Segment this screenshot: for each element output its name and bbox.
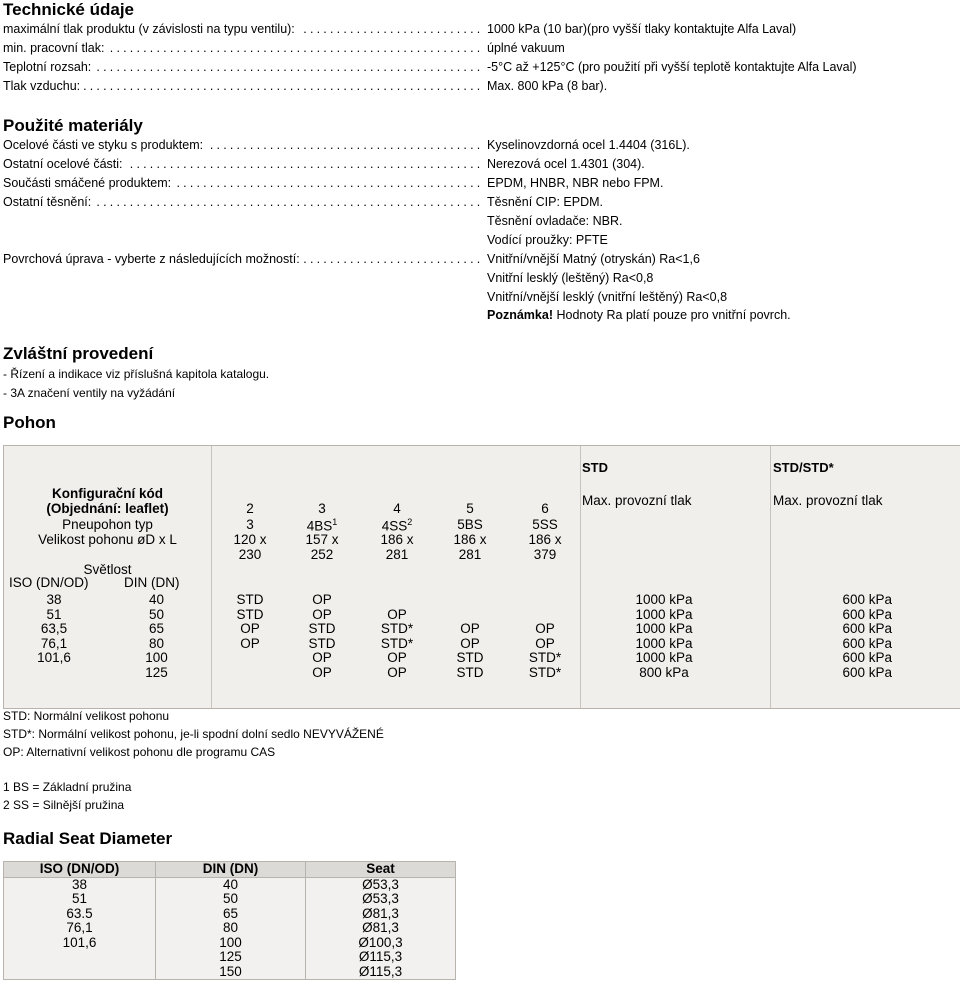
seat-row <box>4 965 456 980</box>
seat-diameter: Ø81,3 <box>306 921 456 936</box>
std-star-max-pressure: Max. provozní tlak <box>773 493 883 508</box>
seat-din: 125 <box>156 950 306 965</box>
materials-label: Povrchová úprava - vyberte z následujících možností: <box>3 252 304 266</box>
spring-ss: 2 SS = Silnější pružina <box>3 798 125 812</box>
actuator-type <box>509 517 581 532</box>
actuator-size: 252 <box>310 547 334 562</box>
seat-din: 50 <box>156 892 306 907</box>
legend-std: STD: Normální velikost pohonu <box>3 709 170 723</box>
seat-iso: 63.5 <box>4 907 156 922</box>
std-star-pressure: 600 kPa <box>842 664 892 680</box>
actuator-type-text: 5BS <box>457 517 483 532</box>
actuator-size: 379 <box>533 547 557 562</box>
pohon-table <box>3 445 960 709</box>
materials-note <box>487 308 791 322</box>
materials-label: Ostatní ocelové části: <box>3 157 127 171</box>
bore-din: 100 <box>145 650 168 665</box>
actuator-option: STD* <box>528 664 562 680</box>
type-label: Pneupohon typ <box>62 517 153 532</box>
actuator-type-text: 5SS <box>532 517 558 532</box>
spring-bs: 1 BS = Základní pružina <box>3 780 132 794</box>
technical-value: -5°C až +125°C (pro použití při vyšší teplotě kontaktujte Alfa Laval) <box>487 60 857 74</box>
actuator-option: STD <box>236 592 264 607</box>
actuator-size: 186 x <box>380 532 414 547</box>
config-code: 2 <box>246 501 254 516</box>
materials-label: Ocelové části ve styku s produktem: <box>3 138 207 152</box>
actuator-option: STD <box>236 606 264 622</box>
note-text: Hodnoty Ra platí pouze pro vnitřní povrch. <box>553 308 791 322</box>
seat-diameter: Ø53,3 <box>306 877 456 892</box>
seat-row <box>4 892 456 907</box>
std-pressure: 800 kPa <box>639 664 689 680</box>
seat-row <box>4 907 456 922</box>
actuator-size: 157 x <box>305 532 339 547</box>
std-pressure: 1000 kPa <box>635 650 693 665</box>
materials-value: Vnitřní/vnější Matný (otryskán) Ra<1,6 <box>487 252 700 266</box>
bore-din: 80 <box>148 635 165 651</box>
legend-std-star: STD*: Normální velikost pohonu, je-li spodní dolní sedlo NEVYVÁŽENÉ <box>3 727 384 741</box>
materials-label: Součásti smáčené produktem: <box>3 176 175 190</box>
seat-row <box>4 936 456 951</box>
actuator-option: OP <box>535 635 555 651</box>
bore-din: 50 <box>148 606 165 622</box>
actuator-option: OP <box>535 621 555 636</box>
std-star-pressure: 600 kPa <box>842 635 892 651</box>
seat-title: Radial Seat Diameter <box>3 829 173 848</box>
seat-din: 100 <box>156 936 306 951</box>
technical-label: Tlak vzduchu: <box>3 79 84 93</box>
actuator-option: STD <box>308 635 336 651</box>
seat-diameter: Ø115,3 <box>306 965 456 980</box>
actuator-option: STD* <box>528 650 562 665</box>
seat-diameter: Ø53,3 <box>306 892 456 907</box>
seat-iso <box>4 950 156 965</box>
seat-header-seat: Seat <box>306 862 456 878</box>
materials-label: Ostatní těsnění: <box>3 195 95 209</box>
seat-din: 80 <box>156 921 306 936</box>
bore-iso: 51 <box>46 606 62 622</box>
pohon-title: Pohon <box>3 413 56 432</box>
bore-label: Světlost <box>83 562 132 577</box>
actuator-option: STD* <box>380 635 414 651</box>
din-label: DIN (DN) <box>124 575 180 590</box>
actuator-size: 120 x <box>233 532 267 547</box>
actuator-option: STD <box>456 650 484 665</box>
std-pressure: 1000 kPa <box>635 621 693 636</box>
actuator-option: OP <box>460 621 480 636</box>
actuator-type-text: 3 <box>246 517 254 532</box>
actuator-option: OP <box>387 606 407 622</box>
technical-label: min. pracovní tlak: <box>3 41 108 55</box>
seat-row <box>4 921 456 936</box>
special-item-2: - 3A značení ventily na vyžádání <box>3 386 176 400</box>
footnote-marker: 2 <box>407 517 413 527</box>
actuator-option: STD <box>456 664 484 680</box>
actuator-size: 281 <box>385 547 409 562</box>
actuator-option: OP <box>312 664 332 680</box>
seat-din: 150 <box>156 965 306 980</box>
std-star-pressure: 600 kPa <box>842 621 892 636</box>
actuator-option: OP <box>387 664 407 680</box>
special-item-1: - Řízení a indikace viz příslušná kapitola katalogu. <box>3 367 270 381</box>
std-star-pressure: 600 kPa <box>842 650 892 665</box>
config-code: 3 <box>318 501 326 516</box>
materials-value: Těsnění ovladače: NBR. <box>487 214 623 228</box>
seat-din: 65 <box>156 907 306 922</box>
std-header: STD <box>582 460 608 475</box>
bore-iso: 38 <box>46 592 62 607</box>
seat-iso: 51 <box>4 892 156 907</box>
materials-value: Vnitřní lesklý (leštěný) Ra<0,8 <box>487 271 654 285</box>
actuator-size: 281 <box>458 547 482 562</box>
seat-iso: 76,1 <box>4 921 156 936</box>
actuator-type-text: 4SS <box>381 518 408 534</box>
std-star-pressure: 600 kPa <box>842 592 892 607</box>
std-star-pressure: 600 kPa <box>842 606 892 622</box>
seat-table <box>3 861 456 980</box>
order-label: (Objednání: leaflet) <box>46 501 169 516</box>
technical-value: 1000 kPa (10 bar)(pro vyšší tlaky kontaktujte Alfa Laval) <box>487 22 797 36</box>
std-pressure: 1000 kPa <box>635 592 693 607</box>
special-title: Zvláštní provedení <box>3 344 154 363</box>
actuator-size: 186 x <box>528 532 562 547</box>
materials-value: Kyselinovzdorná ocel 1.4404 (316L). <box>487 138 690 152</box>
actuator-type <box>214 517 286 532</box>
seat-row <box>4 950 456 965</box>
actuator-option: OP <box>240 621 260 636</box>
seat-header-din: DIN (DN) <box>156 862 306 878</box>
seat-diameter: Ø115,3 <box>306 950 456 965</box>
materials-value: Těsnění CIP: EPDM. <box>487 195 604 209</box>
materials-value: Vodící proužky: PFTE <box>487 233 608 247</box>
bore-iso: 101,6 <box>37 650 71 665</box>
seat-din: 40 <box>156 877 306 892</box>
actuator-option: OP <box>312 650 332 665</box>
technical-title: Technické údaje <box>3 0 135 19</box>
bore-din: 65 <box>148 621 165 636</box>
actuator-option: OP <box>312 606 332 622</box>
iso-label: ISO (DN/OD) <box>9 575 89 590</box>
actuator-option: STD* <box>380 621 414 636</box>
seat-diameter: Ø100,3 <box>306 936 456 951</box>
seat-diameter: Ø81,3 <box>306 907 456 922</box>
legend-op: OP: Alternativní velikost pohonu dle programu CAS <box>3 745 276 759</box>
std-pressure: 1000 kPa <box>635 635 693 651</box>
footnote-marker: 1 <box>332 517 338 527</box>
actuator-size: 186 x <box>453 532 487 547</box>
config-code: 4 <box>393 501 401 516</box>
size-label: Velikost pohonu øD x L <box>38 532 177 547</box>
technical-value: Max. 800 kPa (8 bar). <box>487 79 608 93</box>
config-label: Konfigurační kód <box>52 486 163 501</box>
technical-label: Teplotní rozsah: <box>3 60 95 74</box>
note-label: Poznámka! <box>487 308 553 322</box>
materials-value: EPDM, HNBR, NBR nebo FPM. <box>487 176 664 190</box>
std-max-pressure: Max. provozní tlak <box>582 493 692 508</box>
bore-iso: 63,5 <box>40 621 68 636</box>
seat-header-iso: ISO (DN/OD) <box>4 862 156 878</box>
seat-iso: 101,6 <box>4 936 156 951</box>
materials-title: Použité materiály <box>3 116 143 135</box>
actuator-option: OP <box>387 650 407 665</box>
config-code: 5 <box>466 501 474 516</box>
technical-label: maximální tlak produktu (v závislosti na typu ventilu): <box>3 22 299 36</box>
bore-iso: 76,1 <box>40 635 68 651</box>
config-code: 6 <box>541 501 549 516</box>
actuator-size: 230 <box>238 547 262 562</box>
actuator-type-text: 4BS <box>306 518 333 534</box>
std-pressure: 1000 kPa <box>635 606 693 622</box>
actuator-type <box>434 517 506 532</box>
actuator-option: OP <box>312 592 332 607</box>
seat-row <box>4 877 456 892</box>
actuator-option: OP <box>460 635 480 651</box>
bore-din: 40 <box>148 592 165 607</box>
seat-iso <box>4 965 156 980</box>
technical-value: úplné vakuum <box>487 41 565 55</box>
materials-value: Vnitřní/vnější lesklý (vnitřní leštěný) Ra<0,8 <box>487 290 728 304</box>
seat-iso: 38 <box>4 877 156 892</box>
bore-din: 125 <box>145 664 168 680</box>
materials-value: Nerezová ocel 1.4301 (304). <box>487 157 645 171</box>
actuator-option: STD <box>308 621 336 636</box>
actuator-option: OP <box>240 635 260 651</box>
std-star-header: STD/STD* <box>773 460 834 475</box>
